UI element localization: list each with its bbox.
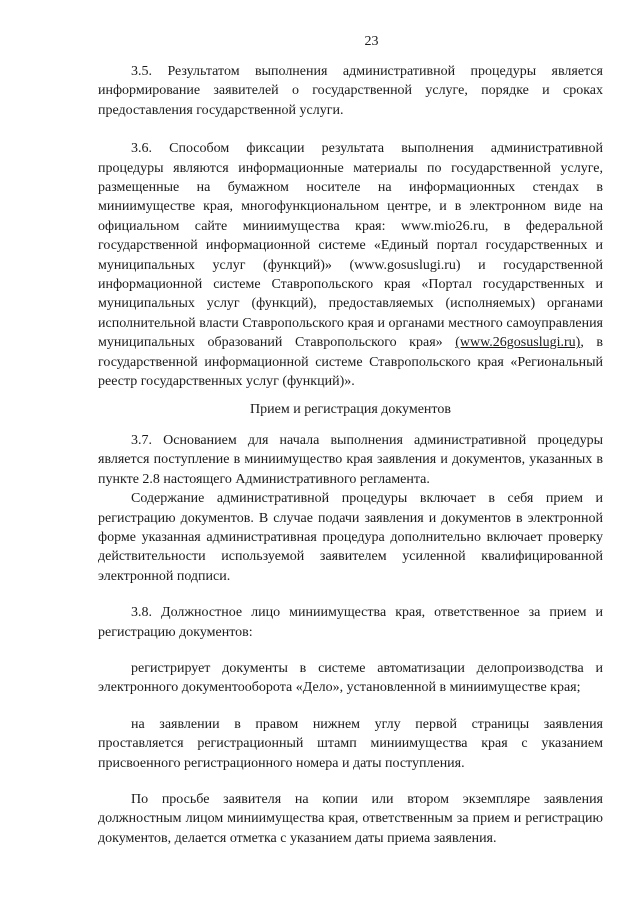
paragraph-3-8: 3.8. Должностное лицо миниимущества края, ответственное за прием и регистрацию документов: [98, 605, 603, 640]
paragraph-3-8-item-2: на заявлении в правом нижнем углу первой страницы заявления проставляется регистрационный штамп миниимущества края с указанием присвоенного регистрационного номера и даты поступления. [98, 716, 603, 771]
portal-link[interactable]: (www.26gosuslugi.ru) [455, 335, 581, 351]
section-heading: Прием и регистрация документов [250, 401, 451, 417]
paragraph-3-5: 3.5. Результатом выполнения административной процедуры является информирование заявителей о государственной услуге, порядке и сроках предоставления государственной услуги. [98, 64, 603, 118]
paragraph-3-6-text-end: , в государственной информационной системе Ставропольского края «Региональный реестр государственных услуг (функций)». [98, 335, 603, 390]
paragraph-3-7-content: Содержание административной процедуры включает в себя прием и регистрацию документов. В случае подачи заявления и документов в электронной форме указанная административная процедура дополнительно включает проверку действительности используемой заявителем усиленной квалифицированной электронной подписи. [98, 491, 603, 584]
paragraph-3-6 [98, 139, 603, 391]
paragraph-3-6-text: 3.6. Способом фиксации результата выполнения административной процедуры являются информационные материалы по государственной услуге, размещенные на бумажном носителе на информационных стендах в миниимуществе края, многофункциональном центре, и в электронном виде на официальном сайте миниимущества края: www.mio26.ru, в федеральной государственной информационной системе «Единый портал государственных и муниципальных услуг (функций)» (www.gosuslugi.ru) и государственной информационной системе Ставропольского края «Портал государственных и муниципальных услуг (функций), предоставляемых (исполняемых) органами исполнительной власти Ставропольского края и органами местного самоуправления муниципальных образований Ставропольского края» [98, 141, 603, 351]
document-body [98, 62, 603, 848]
paragraph-request: По просьбе заявителя на копии или втором экземпляре заявления должностным лицом миниимущества края, ответственным за прием и регистрацию документов, делается отметка с указанием даты приема заявления. [98, 792, 603, 846]
page-number: 23 [364, 34, 379, 49]
paragraph-3-7: 3.7. Основанием для начала выполнения административной процедуры является поступление в миниимущество края заявления и документов, указанных в пункте 2.8 настоящего Административного регламента. [98, 432, 603, 487]
paragraph-3-8-item-1: регистрирует документы в системе автоматизации делопроизводства и электронного документооборота «Дело», установленной в миниимуществе края; [98, 660, 603, 696]
